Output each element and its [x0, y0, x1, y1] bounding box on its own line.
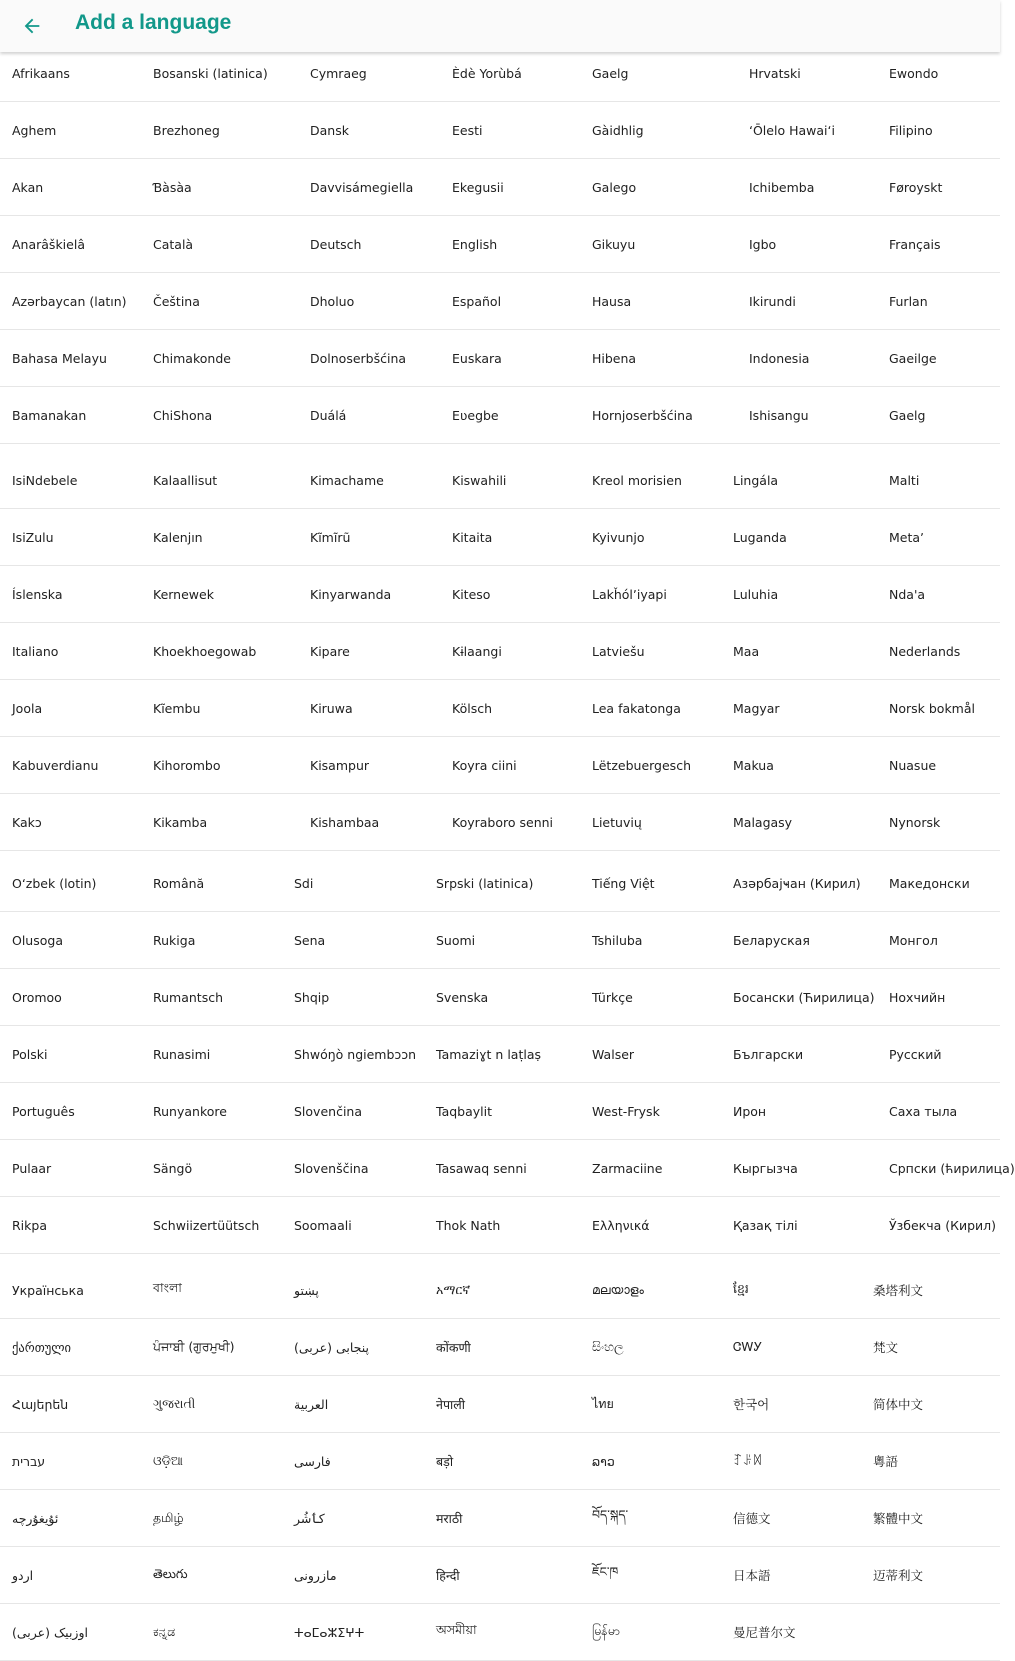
language-item[interactable]: Kölsch — [440, 680, 580, 737]
language-row — [0, 1197, 1000, 1254]
language-item[interactable]: Ɓàsàa — [141, 159, 298, 216]
language-item[interactable]: Türkçe — [580, 969, 721, 1026]
language-row — [0, 1262, 1000, 1319]
language-row — [0, 566, 1000, 623]
language-item[interactable]: Afrikaans — [0, 45, 141, 102]
language-item[interactable]: Thok Nath — [424, 1197, 580, 1254]
language-item[interactable]: Ewondo — [877, 45, 1000, 102]
language-item[interactable]: नेपाली — [424, 1376, 580, 1433]
app-bar — [0, 0, 1000, 52]
language-item[interactable]: Sdi — [282, 855, 424, 912]
language-item[interactable]: Kisampur — [298, 737, 440, 794]
language-item[interactable]: Kakɔ — [0, 794, 141, 851]
language-item[interactable]: Filipino — [877, 102, 1000, 159]
language-item[interactable]: Kihorombo — [141, 737, 298, 794]
language-item[interactable]: ਪੰਜਾਬੀ (ਗੁਰਮੁਖੀ) — [141, 1319, 282, 1376]
language-item[interactable]: ગુજરાતી — [141, 1376, 282, 1433]
language-item[interactable]: සිංහල — [580, 1319, 721, 1376]
language-item[interactable]: Ikirundi — [737, 273, 877, 330]
language-item[interactable]: Kreol morisien — [580, 452, 721, 509]
language-row — [0, 1433, 1000, 1490]
language-item[interactable]: Kalaallisut — [141, 452, 298, 509]
language-item[interactable]: Brezhoneg — [141, 102, 298, 159]
arrow-left-icon — [21, 15, 43, 37]
language-section — [0, 855, 1015, 1254]
language-section — [0, 452, 1000, 851]
language-item[interactable]: Lëtzebuergesch — [580, 737, 721, 794]
language-item[interactable]: Bamanakan — [0, 387, 141, 444]
language-row — [0, 1319, 1000, 1376]
language-item[interactable]: پښتو — [282, 1262, 424, 1319]
language-item[interactable]: English — [440, 216, 580, 273]
language-item[interactable]: Босански (Ћирилица) — [721, 969, 877, 1026]
language-item[interactable]: Kabuverdianu — [0, 737, 141, 794]
language-item[interactable]: ⵜⴰⵎⴰⵣⵉⵖⵜ — [282, 1604, 424, 1661]
language-item[interactable]: Rikpa — [0, 1197, 141, 1254]
language-item[interactable]: Íslenska — [0, 566, 141, 623]
language-item[interactable]: Ирон — [721, 1083, 877, 1140]
language-item[interactable]: Ishisangu — [737, 387, 877, 444]
language-item[interactable]: Lietuvių — [580, 794, 721, 851]
language-item[interactable]: Davvisámegiella — [298, 159, 440, 216]
language-item[interactable]: Հայերեն — [0, 1376, 141, 1433]
language-item[interactable]: ئۇيغۇرچە — [0, 1490, 141, 1547]
language-item[interactable]: Galego — [580, 159, 737, 216]
language-item[interactable]: کٲشُر — [282, 1490, 424, 1547]
language-item[interactable]: Maa — [721, 623, 877, 680]
language-item[interactable]: Nynorsk — [877, 794, 1000, 851]
language-item[interactable]: ไทย — [580, 1376, 721, 1433]
language-item[interactable]: Runyankore — [141, 1083, 282, 1140]
language-item[interactable]: Gaelg — [877, 387, 1000, 444]
language-item[interactable]: Slovenščina — [282, 1140, 424, 1197]
language-item[interactable]: Саха тыла — [877, 1083, 1000, 1140]
language-item[interactable]: اوزبیک (عربی) — [0, 1604, 141, 1661]
language-item[interactable]: Lingála — [721, 452, 877, 509]
language-item[interactable]: Нохчийн — [877, 969, 1000, 1026]
language-item[interactable]: Bahasa Melayu — [0, 330, 141, 387]
language-row — [0, 452, 1000, 509]
language-item[interactable]: Anarâškielâ — [0, 216, 141, 273]
language-item[interactable]: कोंकणी — [424, 1319, 580, 1376]
language-item[interactable]: Hibena — [580, 330, 737, 387]
language-item[interactable]: Sängö — [141, 1140, 282, 1197]
language-item[interactable]: Indonesia — [737, 330, 877, 387]
language-item[interactable]: Kiruwa — [298, 680, 440, 737]
language-item[interactable]: Беларуская — [721, 912, 877, 969]
language-item[interactable]: Српски (ћирилица) — [877, 1140, 1000, 1197]
language-item[interactable]: Igbo — [737, 216, 877, 273]
language-item[interactable]: IsiNdebele — [0, 452, 141, 509]
language-item[interactable]: العربية — [282, 1376, 424, 1433]
language-item[interactable]: Ekegusii — [440, 159, 580, 216]
language-item[interactable]: Kɨlaangi — [440, 623, 580, 680]
language-item[interactable]: Oromoo — [0, 969, 141, 1026]
language-item[interactable]: Kinyarwanda — [298, 566, 440, 623]
language-item[interactable]: Русский — [877, 1026, 1000, 1083]
language-item[interactable]: Čeština — [141, 273, 298, 330]
language-item[interactable]: Tasawaq senni — [424, 1140, 580, 1197]
language-item[interactable]: فارسی — [282, 1433, 424, 1490]
language-item[interactable]: ខ្មែរ — [721, 1262, 861, 1319]
language-item[interactable]: Srpski (latinica) — [424, 855, 580, 912]
language-item[interactable]: Pulaar — [0, 1140, 141, 1197]
language-item[interactable]: Koyra ciini — [440, 737, 580, 794]
language-item[interactable]: Ўзбекча (Кирил) — [877, 1197, 1000, 1254]
language-item[interactable]: ລາວ — [580, 1433, 721, 1490]
language-item[interactable]: Taqbaylit — [424, 1083, 580, 1140]
language-item[interactable]: Kishambaa — [298, 794, 440, 851]
language-item[interactable]: Українська — [0, 1262, 141, 1319]
language-item[interactable]: Luluhia — [721, 566, 877, 623]
language-item[interactable]: Chimakonde — [141, 330, 298, 387]
language-item[interactable]: Kiswahili — [440, 452, 580, 509]
language-item[interactable]: Metaʼ — [877, 509, 1000, 566]
language-item[interactable]: Gàidhlig — [580, 102, 737, 159]
language-item[interactable]: Ελληνικά — [580, 1197, 721, 1254]
language-row — [0, 1490, 1000, 1547]
language-row — [0, 1547, 1000, 1604]
language-item[interactable]: Kitaita — [440, 509, 580, 566]
language-item[interactable]: Malagasy — [721, 794, 877, 851]
language-item[interactable]: Lakȟólʼiyapi — [580, 566, 721, 623]
language-item[interactable]: ʻŌlelo Hawaiʻi — [737, 102, 877, 159]
language-item[interactable]: Euskara — [440, 330, 580, 387]
language-item[interactable]: Føroyskt — [877, 159, 1000, 216]
language-row — [0, 680, 1000, 737]
language-item[interactable]: Tiếng Việt — [580, 855, 721, 912]
language-item[interactable]: مازرونی — [282, 1547, 424, 1604]
language-item[interactable]: Kĩmĩrũ — [298, 509, 440, 566]
language-item[interactable]: Eʋegbe — [440, 387, 580, 444]
language-item[interactable]: Dansk — [298, 102, 440, 159]
language-item[interactable]: 梵文 — [861, 1319, 1000, 1376]
language-item[interactable]: অসমীয়া — [424, 1604, 580, 1661]
language-item[interactable]: 简体中文 — [861, 1376, 1000, 1433]
page-title: Add a language — [75, 11, 232, 34]
language-row — [0, 102, 1000, 159]
language-row — [0, 1376, 1000, 1433]
language-section — [0, 1262, 1000, 1661]
language-item[interactable]: Монгол — [877, 912, 1000, 969]
language-item[interactable]: Makua — [721, 737, 877, 794]
language-item[interactable]: Èdè Yorùbá — [440, 45, 580, 102]
language-item[interactable]: Runasimi — [141, 1026, 282, 1083]
language-item[interactable]: Malti — [877, 452, 1000, 509]
language-item[interactable]: తెలుగు — [141, 1547, 282, 1604]
language-item — [861, 1604, 1000, 1661]
language-row — [0, 159, 1000, 216]
language-item[interactable]: Latviešu — [580, 623, 721, 680]
language-item[interactable]: 曼尼普尔文 — [721, 1604, 861, 1661]
language-item[interactable]: Gikuyu — [580, 216, 737, 273]
language-row — [0, 912, 1000, 969]
language-item[interactable]: Luganda — [721, 509, 877, 566]
language-item[interactable]: Kalenjın — [141, 509, 298, 566]
language-item[interactable]: Kipare — [298, 623, 440, 680]
language-item[interactable]: Español — [440, 273, 580, 330]
language-row — [0, 855, 1000, 912]
language-item[interactable]: 迈蒂利文 — [861, 1547, 1000, 1604]
language-item[interactable]: አማርኛ — [424, 1262, 580, 1319]
language-item[interactable]: 日本語 — [721, 1547, 861, 1604]
language-row — [0, 1026, 1000, 1083]
language-item[interactable]: Azərbaycan (latın) — [0, 273, 141, 330]
language-item[interactable]: Deutsch — [298, 216, 440, 273]
language-item[interactable]: Kikamba — [141, 794, 298, 851]
language-item[interactable]: ଓଡ଼ିଆ — [141, 1433, 282, 1490]
language-row — [0, 273, 1000, 330]
language-item[interactable]: Азәрбајҹан (Кирил) — [721, 855, 877, 912]
language-item[interactable]: Dolnoserbšćina — [298, 330, 440, 387]
language-item[interactable]: Khoekhoegowab — [141, 623, 298, 680]
language-item[interactable]: ಕನ್ನಡ — [141, 1604, 282, 1661]
language-item[interactable]: हिन्दी — [424, 1547, 580, 1604]
language-item[interactable]: Tshiluba — [580, 912, 721, 969]
language-item[interactable]: Suomi — [424, 912, 580, 969]
language-item[interactable]: Italiano — [0, 623, 141, 680]
language-item[interactable]: ChiShona — [141, 387, 298, 444]
language-row — [0, 509, 1000, 566]
language-item[interactable]: 桑塔利文 — [861, 1262, 1000, 1319]
language-item[interactable]: 粵語 — [861, 1433, 1000, 1490]
language-item[interactable]: ᏣᎳᎩ — [721, 1319, 861, 1376]
language-item[interactable]: Soomaali — [282, 1197, 424, 1254]
language-item[interactable]: Gaelg — [580, 45, 737, 102]
language-item[interactable]: बड़ो — [424, 1433, 580, 1490]
language-section — [0, 45, 1000, 444]
language-row — [0, 794, 1000, 851]
language-item[interactable]: Aghem — [0, 102, 141, 159]
language-item[interactable]: བོད་སྐད་ — [580, 1490, 721, 1547]
language-item[interactable]: Română — [141, 855, 282, 912]
language-item[interactable]: IsiZulu — [0, 509, 141, 566]
language-item[interactable]: বাংলা — [141, 1262, 282, 1319]
language-item[interactable]: Gaeilge — [877, 330, 1000, 387]
language-item[interactable]: Polski — [0, 1026, 141, 1083]
language-item[interactable]: 한국어 — [721, 1376, 861, 1433]
language-item[interactable]: Furlan — [877, 273, 1000, 330]
language-item[interactable]: 信德文 — [721, 1490, 861, 1547]
language-item[interactable]: Kĩembu — [141, 680, 298, 737]
language-item[interactable]: Nuasue — [877, 737, 1000, 794]
language-item[interactable]: Sena — [282, 912, 424, 969]
language-item[interactable]: Bosanski (latinica) — [141, 45, 298, 102]
language-item[interactable]: Shwóŋò ngiembɔɔn — [282, 1026, 424, 1083]
language-row — [0, 1604, 1000, 1661]
language-item[interactable]: Ichibemba — [737, 159, 877, 216]
language-item[interactable]: پنجابی (عربی) — [282, 1319, 424, 1376]
language-item[interactable]: Lea fakatonga — [580, 680, 721, 737]
language-item[interactable]: Македонски — [877, 855, 1000, 912]
language-item[interactable]: Shqip — [282, 969, 424, 1026]
language-item[interactable]: မြန်မာ — [580, 1604, 721, 1661]
language-item[interactable]: Français — [877, 216, 1000, 273]
language-item[interactable]: ཇོང་ཁ — [580, 1547, 721, 1604]
language-item[interactable]: Nederlands — [877, 623, 1000, 680]
language-item[interactable]: Kyivunjo — [580, 509, 721, 566]
language-item[interactable]: Zarmaciine — [580, 1140, 721, 1197]
language-row — [0, 45, 1000, 102]
language-item[interactable]: Schwiizertüütsch — [141, 1197, 282, 1254]
language-item[interactable]: O‘zbek (lotin) — [0, 855, 141, 912]
language-row — [0, 216, 1000, 273]
language-item[interactable]: Joola — [0, 680, 141, 737]
language-row — [0, 623, 1000, 680]
language-item[interactable]: Português — [0, 1083, 141, 1140]
language-item[interactable]: Akan — [0, 159, 141, 216]
language-item[interactable]: West-Frysk — [580, 1083, 721, 1140]
language-row — [0, 1140, 1015, 1197]
language-item[interactable]: Koyraboro senni — [440, 794, 580, 851]
language-item[interactable]: Ndaꞌa — [877, 566, 1000, 623]
language-row — [0, 330, 1000, 387]
language-item[interactable]: Norsk bokmål — [877, 680, 1000, 737]
language-item[interactable]: Kimachame — [298, 452, 440, 509]
language-item[interactable]: മലയാളം — [580, 1262, 721, 1319]
language-item[interactable]: Magyar — [721, 680, 877, 737]
language-item[interactable]: Қазақ тілі — [721, 1197, 877, 1254]
language-item[interactable]: Walser — [580, 1026, 721, 1083]
language-item[interactable]: Català — [141, 216, 298, 273]
language-item[interactable]: Hornjoserbšćina — [580, 387, 737, 444]
language-row — [0, 737, 1000, 794]
language-item[interactable]: Hausa — [580, 273, 737, 330]
language-item[interactable]: Svenska — [424, 969, 580, 1026]
language-item[interactable]: Rukiga — [141, 912, 282, 969]
language-item[interactable]: Eesti — [440, 102, 580, 159]
language-row — [0, 1083, 1000, 1140]
language-item[interactable]: Dholuo — [298, 273, 440, 330]
language-item[interactable]: தமிழ் — [141, 1490, 282, 1547]
language-item[interactable]: Kiteso — [440, 566, 580, 623]
language-item[interactable]: Slovenčina — [282, 1083, 424, 1140]
language-item[interactable]: Hrvatski — [737, 45, 877, 102]
language-item[interactable]: Cymraeg — [298, 45, 440, 102]
language-item[interactable]: Duálá — [298, 387, 440, 444]
back-button[interactable] — [14, 8, 50, 44]
language-item[interactable]: Rumantsch — [141, 969, 282, 1026]
language-item[interactable]: עברית — [0, 1433, 141, 1490]
language-item[interactable]: اردو — [0, 1547, 141, 1604]
language-item[interactable]: Olusoga — [0, 912, 141, 969]
language-item[interactable]: मराठी — [424, 1490, 580, 1547]
language-item[interactable]: ꆈꌠꉙ — [721, 1433, 861, 1490]
language-item[interactable]: Кыргызча — [721, 1140, 877, 1197]
language-item[interactable]: Български — [721, 1026, 877, 1083]
language-item[interactable]: Kernewek — [141, 566, 298, 623]
language-item[interactable]: 繁體中文 — [861, 1490, 1000, 1547]
language-item[interactable]: ქართული — [0, 1319, 141, 1376]
language-row — [0, 387, 1000, 444]
language-item[interactable]: Tamaziɣt n laṭlaṣ — [424, 1026, 580, 1083]
language-row — [0, 969, 1000, 1026]
